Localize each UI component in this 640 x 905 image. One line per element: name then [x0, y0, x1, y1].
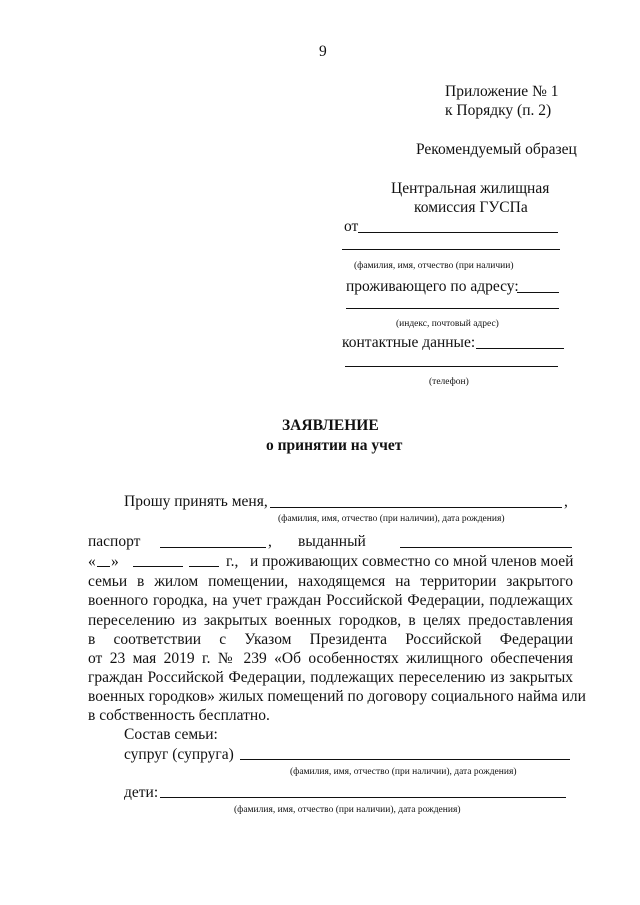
from-label: от: [344, 218, 359, 235]
date-day-line: [97, 566, 110, 567]
passport-comma: ,: [268, 533, 272, 550]
children-line: [160, 797, 566, 798]
appendix-reference: к Порядку (п. 2): [445, 102, 552, 119]
appendix-title: Приложение № 1: [445, 83, 559, 100]
date-year-line: [189, 566, 219, 567]
paragraph-line: переселению из закрытых военных городков, в целях предоставления: [88, 612, 573, 629]
contacts-line-2: [345, 366, 558, 367]
date-quote-close: »: [111, 553, 119, 570]
document-subtitle: о принятии на учет: [266, 437, 403, 454]
passport-label: паспорт: [88, 533, 141, 550]
request-caption: (фамилия, имя, отчество (при наличии), дата рождения): [278, 514, 505, 524]
date-quote-open: «: [88, 553, 96, 570]
children-label: дети:: [124, 784, 159, 801]
passport-number-line: [160, 547, 266, 548]
address-line: [517, 292, 559, 293]
paragraph-line: граждан Российской Федерации, подлежащих переселению из закрытых: [88, 669, 573, 686]
from-name-line: [358, 232, 558, 233]
paragraph-line: в соответствии с Указом Президента Российской Федерации: [88, 631, 573, 648]
spouse-caption: (фамилия, имя, отчество (при наличии), дата рождения): [290, 767, 517, 777]
address-label: проживающего по адресу:: [346, 278, 519, 295]
paragraph-line: от 23 мая 2019 г. № 239 «Об особенностях жилищного обеспечения: [88, 650, 573, 667]
paragraph-line: в собственность бесплатно.: [88, 707, 270, 724]
paragraph-line: военных городков» жилых помещений по договору социального найма или: [88, 688, 586, 705]
contacts-label: контактные данные:: [342, 334, 476, 351]
addressee-line-1: Центральная жилищная: [391, 180, 550, 197]
issued-label: выданный: [298, 533, 366, 550]
paragraph-line: военного городка, на учет граждан Российской Федерации, подлежащих: [88, 592, 573, 609]
paragraph-line: семьи в жилом помещении, находящемся на территории закрытого: [88, 573, 573, 590]
page-number: 9: [319, 43, 327, 60]
spouse-label: супруг (супруга): [124, 746, 234, 763]
address-line-2: [346, 308, 559, 309]
family-intro-text: и проживающих совместно со мной членов моей: [250, 553, 574, 570]
address-caption: (индекс, почтовый адрес): [396, 319, 499, 329]
request-label: Прошу принять меня,: [124, 493, 268, 510]
family-label: Состав семьи:: [124, 726, 218, 743]
request-comma: ,: [564, 493, 568, 510]
addressee-line-2: комиссия ГУСПа: [414, 199, 528, 216]
date-year-suffix: г.,: [226, 553, 239, 570]
name-caption: (фамилия, имя, отчество (при наличии): [354, 261, 514, 271]
phone-caption: (телефон): [429, 377, 469, 387]
contacts-line: [476, 348, 564, 349]
children-caption: (фамилия, имя, отчество (при наличии), дата рождения): [234, 805, 461, 815]
from-name-line-2: [342, 249, 560, 250]
spouse-line: [240, 759, 570, 760]
date-month-line: [133, 566, 183, 567]
request-name-line: [270, 507, 562, 508]
recommended-sample-label: Рекомендуемый образец: [416, 141, 577, 158]
issued-by-line: [400, 547, 572, 548]
document-title: ЗАЯВЛЕНИЕ: [282, 417, 379, 434]
